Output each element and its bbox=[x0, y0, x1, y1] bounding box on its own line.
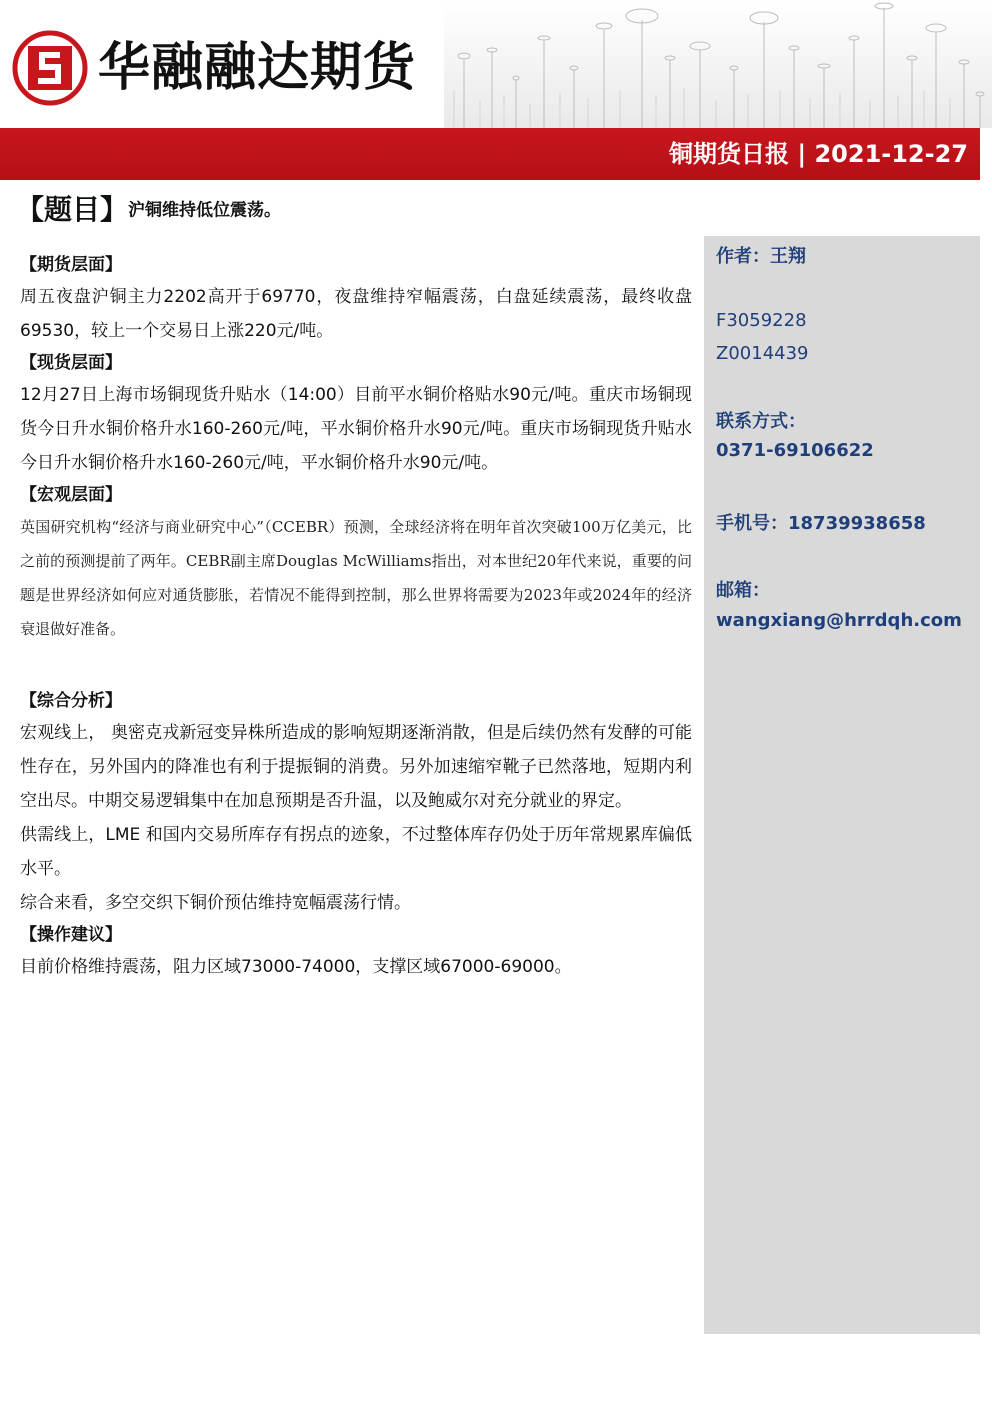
license-number: F3059228 bbox=[716, 310, 807, 331]
analysis-heading: 【综合分析】 bbox=[20, 691, 122, 711]
analysis-paragraph: 宏观线上， 奥密克戎新冠变异株所造成的影响短期逐渐消散，但是后续仍然有发酵的可能性存在，另外国内的降准也有利于提振铜的消费。另外加速缩窄靴子已然落地，短期内利空出尽。中期交易逻辑集中在加息预期是否升温，以及鲍威尔对充分就业的界定。 bbox=[20, 723, 692, 811]
topic-text: 沪铜维持低位震荡。 bbox=[128, 200, 282, 221]
mobile-number: 手机号：18739938658 bbox=[716, 513, 926, 534]
macro-heading: 【宏观层面】 bbox=[20, 485, 122, 505]
report-title: 铜期货日报 | 2021-12-27 bbox=[669, 140, 968, 168]
author-sidebar bbox=[704, 236, 980, 1334]
header-band bbox=[0, 128, 980, 180]
license-number: Z0014439 bbox=[716, 343, 809, 364]
topic-label: 【题目】 bbox=[16, 193, 129, 226]
contact-label: 联系方式： bbox=[716, 411, 806, 432]
main-content bbox=[20, 250, 692, 984]
email-label: 邮箱： bbox=[716, 580, 770, 601]
analysis-paragraph: 综合来看，多空交织下铜价预估维持宽幅震荡行情。 bbox=[20, 893, 411, 913]
futures-heading: 【期货层面】 bbox=[20, 255, 122, 275]
email-link[interactable]: wangxiang@hrrdqh.com bbox=[716, 610, 962, 631]
topic bbox=[16, 188, 281, 228]
author-name: 作者：王翔 bbox=[716, 246, 806, 267]
advice-body: 目前价格维持震荡，阻力区域73000-74000，支撑区域67000-69000。 bbox=[20, 957, 572, 977]
company-logo-icon bbox=[12, 30, 88, 106]
advice-heading: 【操作建议】 bbox=[20, 925, 122, 945]
company-name: 华融融达期货 bbox=[98, 38, 417, 98]
header-decoration bbox=[444, 0, 992, 128]
futures-body: 周五夜盘沪铜主力2202高开于69770，夜盘维持窄幅震荡，白盘延续震荡，最终收盘69530，较上一个交易日上涨220元/吨。 bbox=[20, 287, 692, 341]
analysis-paragraph: 供需线上，LME 和国内交易所库存有拐点的迹象，不过整体库存仍处于历年常规累库偏低水平。 bbox=[20, 825, 692, 879]
spot-body: 12月27日上海市场铜现货升贴水（14:00）目前平水铜价格贴水90元/吨。重庆市场铜现货今日升水铜价格升水160-260元/吨，平水铜价格升水90元/吨。重庆市场铜现货升贴水今日升水铜价格升水160-260元/吨，平水铜价格升水90元/吨。 bbox=[20, 385, 692, 473]
macro-body: 英国研究机构“经济与商业研究中心”（CCEBR）预测，全球经济将在明年首次突破100万亿美元，比之前的预测提前了两年。CEBR副主席Douglas McWilliams指出，对本世纪20年代来说，重要的问题是世界经济如何应对通货膨胀，若情况不能得到控制，那么世界将需要为2023年或2024年的经济衰退做好准备。 bbox=[20, 518, 692, 638]
contact-phone: 0371-69106622 bbox=[716, 440, 874, 461]
spot-heading: 【现货层面】 bbox=[20, 353, 122, 373]
